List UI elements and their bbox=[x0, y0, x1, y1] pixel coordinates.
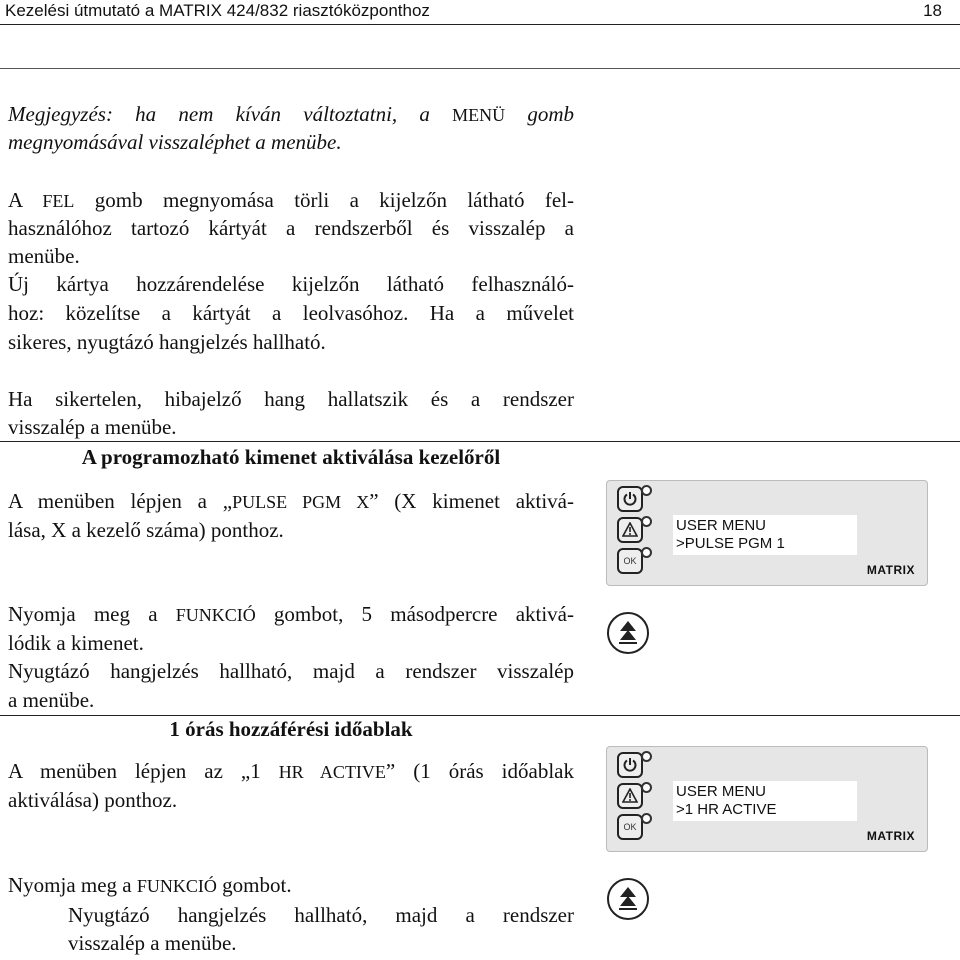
s1-step1-line-1: A menüben lépjen a „PULSE PGM X” (X kimenet aktivá- bbox=[8, 489, 574, 513]
ok-button[interactable]: OK bbox=[617, 814, 643, 840]
page-number: 18 bbox=[923, 1, 942, 20]
s1-step2-line-2: lódik a kimenet. bbox=[8, 631, 144, 655]
s2-step1-line-1: A menüben lépjen az „1 HR ACTIVE” (1 órás időablak bbox=[8, 759, 574, 783]
p4-line-1: Ha sikertelen, hibajelző hang hallatszik és a rendszer bbox=[8, 387, 574, 411]
p3-line-3: sikeres, nyugtázó hangjelzés hallható. bbox=[8, 330, 326, 354]
p4-line-2: visszalép a menübe. bbox=[8, 415, 177, 439]
keypad-display-2 bbox=[606, 746, 928, 852]
lcd-line-2: >1 HR ACTIVE bbox=[676, 801, 777, 818]
brand-logo: MATRIX bbox=[866, 829, 915, 843]
power-led bbox=[641, 751, 652, 762]
s2-step2-line-2: Nyugtázó hangjelzés hallható, majd a rendszer bbox=[68, 903, 574, 927]
s2-step1-line-2: aktiválása) ponthoz. bbox=[8, 788, 178, 812]
document-title: Kezelési útmutató a MATRIX 424/832 riasztóközponthoz bbox=[5, 1, 430, 20]
note-line-1: Megjegyzés: ha nem kíván változtatni, a MENÜ gomb bbox=[8, 102, 575, 126]
header-rule bbox=[0, 24, 960, 25]
alarm-button[interactable] bbox=[617, 783, 643, 809]
lcd-line-2: >PULSE PGM 1 bbox=[676, 535, 785, 552]
power-icon bbox=[622, 491, 638, 507]
power-button[interactable] bbox=[617, 752, 643, 778]
warning-icon bbox=[622, 788, 638, 804]
p2-line-2: használóhoz tartozó kártyát a rendszerből és visszalép a bbox=[8, 216, 574, 240]
lcd-line-1: USER MENU bbox=[676, 517, 767, 534]
alarm-button[interactable] bbox=[617, 517, 643, 543]
ok-led bbox=[641, 813, 652, 824]
keypad-display-1 bbox=[606, 480, 928, 586]
s1-step2-line-3: Nyugtázó hangjelzés hallható, majd a rendszer visszalép bbox=[8, 659, 574, 683]
function-button-icon bbox=[616, 886, 640, 912]
alarm-led bbox=[641, 516, 652, 527]
header-rule-2 bbox=[0, 68, 960, 69]
function-button-2[interactable] bbox=[607, 878, 649, 920]
power-led bbox=[641, 485, 652, 496]
lcd-line-1: USER MENU bbox=[676, 783, 767, 800]
s1-step2-line-1: Nyomja meg a FUNKCIÓ gombot, 5 másodpercre aktivá- bbox=[8, 602, 575, 626]
power-button[interactable] bbox=[617, 486, 643, 512]
warning-icon bbox=[622, 522, 638, 538]
function-button-icon bbox=[616, 620, 640, 646]
ok-button[interactable]: OK bbox=[617, 548, 643, 574]
section-rule-1 bbox=[0, 441, 960, 442]
p2-line-1: A FEL gomb megnyomása törli a kijelzőn látható fel- bbox=[8, 188, 575, 212]
lcd-screen bbox=[673, 515, 857, 555]
section2-heading: 1 órás hozzáférési időablak bbox=[169, 717, 413, 741]
p3-line-1: Új kártya hozzárendelése kijelzőn látható felhasználó- bbox=[8, 272, 574, 296]
s1-step1-line-2: lása, X a kezelő száma) ponthoz. bbox=[8, 518, 284, 542]
alarm-led bbox=[641, 782, 652, 793]
s2-step2-line-3: visszalép a menübe. bbox=[68, 931, 237, 955]
note-line-2: megnyomásával visszaléphet a menübe. bbox=[8, 130, 342, 154]
brand-logo: MATRIX bbox=[866, 563, 915, 577]
function-button-1[interactable] bbox=[607, 612, 649, 654]
lcd-screen bbox=[673, 781, 857, 821]
p3-line-2: hoz: közelítse a kártyát a leolvasóhoz. Ha a művelet bbox=[8, 301, 574, 325]
ok-led bbox=[641, 547, 652, 558]
s1-step2-line-4: a menübe. bbox=[8, 688, 95, 712]
s2-step2-line-1: Nyomja meg a FUNKCIÓ gombot. bbox=[8, 873, 292, 897]
p2-line-3: menübe. bbox=[8, 244, 80, 268]
power-icon bbox=[622, 757, 638, 773]
page-header bbox=[0, 0, 960, 24]
section1-heading: A programozható kimenet aktiválása kezelőről bbox=[81, 445, 501, 469]
